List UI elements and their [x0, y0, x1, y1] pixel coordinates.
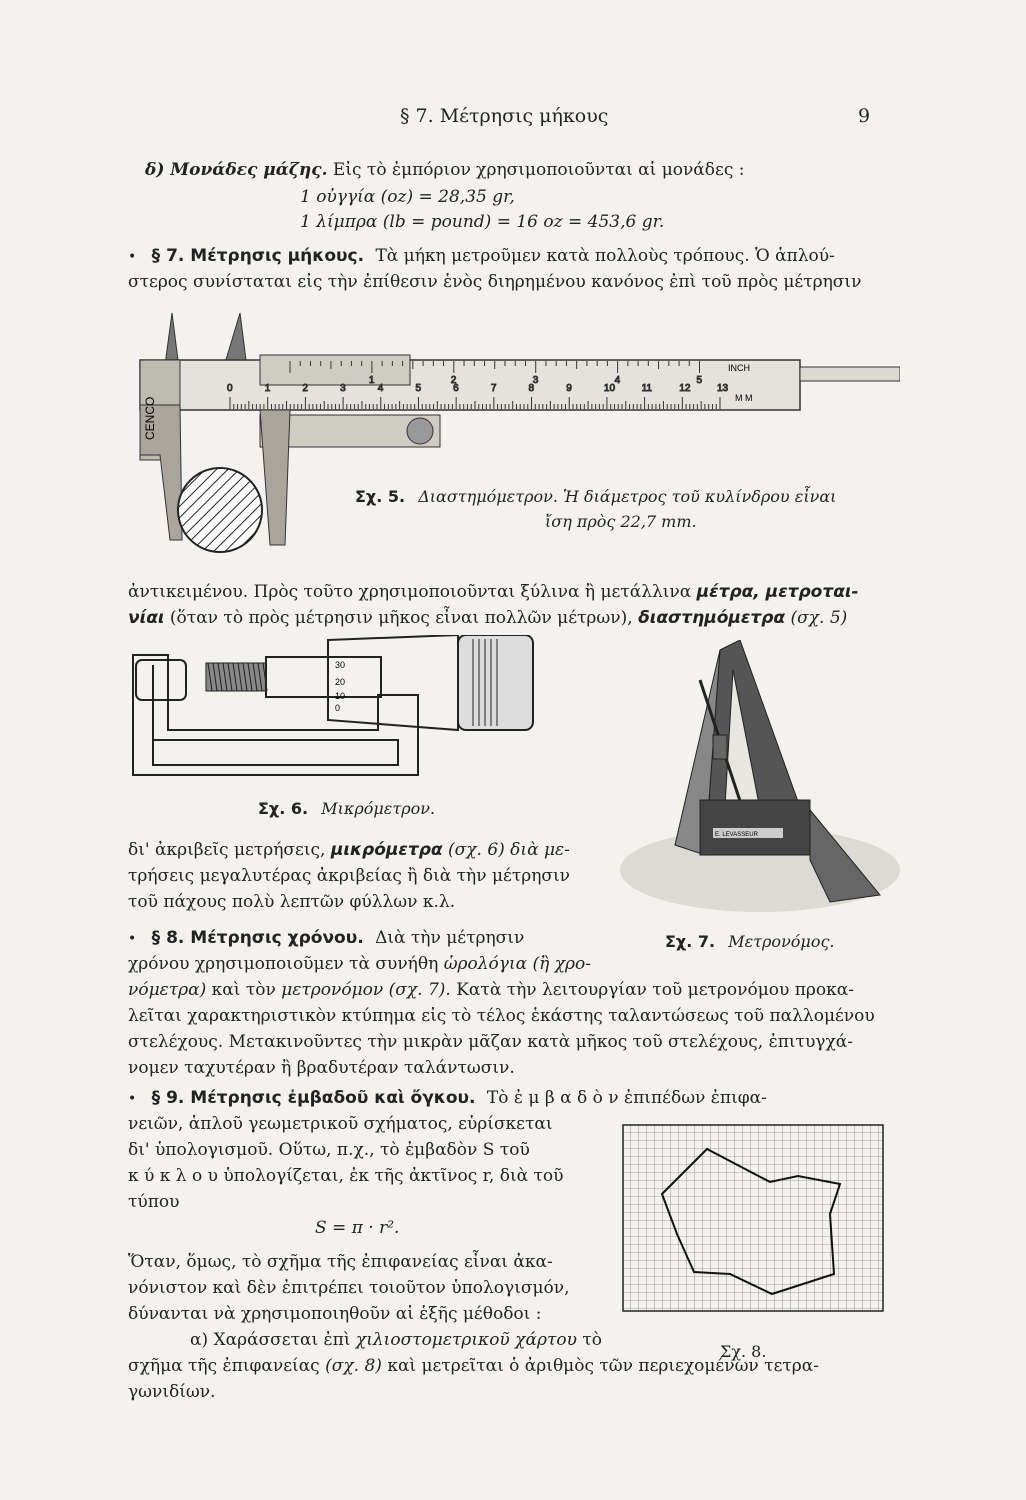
inch-label: INCH	[728, 363, 750, 373]
section-9-line-10	[128, 1354, 819, 1378]
micrometer-figure	[128, 635, 558, 785]
inch-tick-label: 2	[450, 375, 457, 386]
inch-tick-label: 5	[696, 375, 703, 386]
section-9-line-4: κ ύ κ λ ο υ ὑπολογίζεται, ἐκ τῆς ἀκτῖνος r, διὰ τοῦ	[128, 1166, 564, 1186]
mm-tick-label: 0	[227, 383, 233, 394]
term-micrometers: μικρόμετρα	[330, 840, 443, 860]
bullet-mark: •	[128, 931, 137, 947]
micrometer-scale-0: 0	[335, 703, 341, 713]
section-8-first-line	[128, 926, 524, 951]
section-7-line-4-text: (ὅταν τὸ πρὸς μέτρησιν μῆκος εἶναι πολλῶν μέτρων),	[169, 608, 633, 628]
section-9-line-5: τύπου	[128, 1192, 180, 1212]
section-9-line-1-rest: ἐπιπέδων ἐπιφα-	[624, 1088, 767, 1108]
term-area-spaced: ἐ μ β α δ ὸ ν	[513, 1088, 619, 1108]
section-9-line-10-text: σχῆμα τῆς ἐπιφανείας	[128, 1356, 320, 1376]
section-7-line-6: τρήσεις μεγαλυτέρας ἀκριβείας ἢ διὰ τὴν μέτρησιν	[128, 866, 571, 886]
pound-definition: 1 λίμπρα (lb = pound) = 16 oz = 453,6 gr.	[300, 212, 665, 232]
mass-units-paragraph	[145, 158, 744, 182]
fig7-label: Σχ. 7.	[665, 932, 716, 951]
metronome-figure	[615, 640, 905, 925]
term-calipers: διαστημόμετρα	[638, 608, 786, 628]
mm-tick-label: 8	[528, 383, 535, 394]
term-metronome: μετρονόμον (σχ. 7).	[281, 980, 451, 1000]
mm-tick-label: 2	[302, 383, 308, 394]
section-7-line-7: τοῦ πάχους πολὺ λεπτῶν φύλλων κ.λ.	[128, 892, 456, 912]
ounce-definition: 1 οὐγγία (oz) = 28,35 gr,	[300, 187, 515, 207]
circle-area-formula: S = π · r².	[315, 1218, 400, 1238]
section-7-first-line	[128, 244, 835, 269]
section-9-line-2: νειῶν, ἁπλοῦ γεωμετρικοῦ σχήματος, εὑρίσκεται	[128, 1114, 553, 1134]
mm-tick-label: 12	[679, 383, 691, 394]
running-header: § 7. Μέτρησις μήκους	[400, 105, 609, 127]
fig6-reference: (σχ. 6) διὰ με-	[447, 840, 570, 860]
term-mm-paper: χιλιοστομετρικοῦ χάρτου	[355, 1330, 577, 1350]
section-8-line-2	[128, 952, 591, 976]
section-9-line-9	[190, 1328, 602, 1352]
section-8-line-2-text: χρόνου χρησιμοποιοῦμεν τὰ συνήθη	[128, 954, 439, 974]
section-8-line-5: στελέχους. Μετακινοῦντες τὴν μικρὰν μᾶζαν κατὰ μῆκος τοῦ στελέχους, ἐπιτυγχά-	[128, 1032, 853, 1052]
method-a-text: α) Χαράσσεται ἐπὶ	[190, 1330, 351, 1350]
inch-tick-label: 4	[614, 375, 621, 386]
mm-tick-label: 9	[566, 383, 572, 394]
inch-tick-label: 3	[532, 375, 539, 386]
section-9-line-3: δι' ὑπολογισμοῦ. Οὕτω, π.χ., τὸ ἐμβαδὸν S τοῦ	[128, 1140, 530, 1160]
fig5-caption: Διαστημόμετρον. Ἡ διάμετρος τοῦ κυλίνδρου εἶναι	[418, 487, 837, 506]
term-clocks: ὡρολόγια (ἢ χρο-	[443, 954, 591, 974]
method-a-rest: τὸ	[582, 1330, 602, 1350]
mass-units-text: Εἰς τὸ ἐμπόριον χρησιμοποιοῦνται αἱ μονάδες :	[332, 160, 745, 180]
metronome-plate-text: E. LEVASSEUR	[715, 832, 758, 838]
fig6-caption: Μικρόμετρον.	[321, 799, 436, 818]
mm-tick-label: 13	[717, 383, 729, 394]
section-8-line-6: νομεν ταχυτέραν ἢ βραδυτέραν ταλάντωσιν.	[128, 1058, 515, 1078]
section-9-first-line	[128, 1086, 767, 1111]
mass-units-label: δ) Μονάδες μάζης.	[145, 160, 328, 180]
section-9-line-10-rest: καὶ μετρεῖται ὁ ἀριθμὸς τῶν περιεχομένων τετρα-	[387, 1356, 820, 1376]
micrometer-scale-20: 20	[335, 677, 346, 687]
term-meters: μέτρα, μετροται-	[696, 582, 859, 602]
mm-tick-label: 11	[641, 383, 653, 394]
bullet-mark: •	[128, 249, 137, 265]
section-8-heading: § 8. Μέτρησις χρόνου.	[151, 928, 364, 948]
fig5-caption-line-2: ἴση πρὸς 22,7 mm.	[545, 512, 697, 531]
fig7-caption-line	[665, 930, 835, 954]
section-9-line-1-text: Τὸ	[486, 1088, 509, 1108]
bullet-mark: •	[128, 1091, 137, 1107]
fig5-reference: (σχ. 5)	[790, 608, 848, 628]
fig6-caption-line	[258, 797, 435, 821]
fig5-caption-line-1	[355, 485, 836, 509]
mm-tick-label: 10	[603, 383, 616, 394]
mm-label: M M	[735, 393, 753, 403]
fig5-label: Σχ. 5.	[355, 487, 406, 506]
section-7-line-3-text: ἀντικειμένου. Πρὸς τοῦτο χρησιμοποιοῦνται ξύλινα ἢ μετάλλινα	[128, 582, 692, 602]
term-chronometers: νόμετρα)	[128, 980, 207, 1000]
section-8-line-3-rest: Κατὰ τὴν λειτουργίαν τοῦ μετρονόμου προκα-	[456, 980, 854, 1000]
section-7-heading: § 7. Μέτρησις μήκους.	[151, 246, 365, 266]
section-9-line-7: νόνιστον καὶ δὲν ἐπιτρέπει τοιοῦτον ὑπολογισμόν,	[128, 1278, 570, 1298]
graph-paper-figure	[622, 1124, 885, 1314]
section-9-line-8: δύνανται νὰ χρησιμοποιηθοῦν αἱ ἑξῆς μέθοδοι :	[128, 1304, 542, 1324]
caliper-figure	[120, 305, 900, 555]
millimeter-grid	[623, 1125, 883, 1311]
inch-tick-label: 1	[368, 375, 375, 386]
section-9-line-11: γωνιδίων.	[128, 1382, 216, 1402]
section-8-line-3-text: καὶ τὸν	[211, 980, 276, 1000]
mm-tick-label: 4	[377, 383, 384, 394]
mm-tick-label: 6	[453, 383, 459, 394]
section-7-line-3	[128, 580, 859, 604]
mm-tick-label: 3	[340, 383, 346, 394]
fig8-label: Σχ. 8.	[720, 1342, 767, 1361]
fig8-reference: (σχ. 8)	[325, 1356, 382, 1376]
section-7-line-5-text: δι' ἀκριβεῖς μετρήσεις,	[128, 840, 326, 860]
mm-tick-label: 5	[415, 383, 422, 394]
section-9-line-6: Ὅταν, ὅμως, τὸ σχῆμα τῆς ἐπιφανείας εἶναι ἀκα-	[128, 1252, 553, 1272]
micrometer-scale-30: 30	[335, 660, 346, 670]
section-8-line-1-text: Διὰ τὴν μέτρησιν	[375, 928, 525, 948]
section-7-line-5	[128, 838, 570, 862]
micrometer-scale-10: 10	[335, 691, 346, 701]
section-9-heading: § 9. Μέτρησις ἐμβαδοῦ καὶ ὄγκου.	[151, 1088, 476, 1108]
section-7-text: Τὰ μήκη μετροῦμεν κατὰ πολλοὺς τρόπους. Ὁ ἁπλού-	[375, 246, 835, 266]
page-number: 9	[858, 105, 871, 127]
mm-tick-label: 7	[490, 383, 497, 394]
section-7-line-2: στερος συνίσταται εἰς τὴν ἐπίθεσιν ἑνὸς διηρημένου κανόνος ἐπὶ τοῦ πρὸς μέτρησιν	[128, 272, 862, 292]
mm-tick-label: 1	[264, 383, 271, 394]
section-8-line-3	[128, 978, 854, 1002]
section-8-line-4: λεῖται χαρακτηριστικὸν κτύπημα εἰς τὸ τέλος ἑκάστης ταλαντώσεως τοῦ παλλομένου	[128, 1006, 875, 1026]
fig7-caption: Μετρονόμος.	[728, 932, 835, 951]
section-7-line-4	[128, 606, 847, 630]
fig6-label: Σχ. 6.	[258, 799, 309, 818]
caliper-brand: CENCO	[143, 396, 157, 440]
term-tapes: νίαι	[128, 608, 165, 628]
